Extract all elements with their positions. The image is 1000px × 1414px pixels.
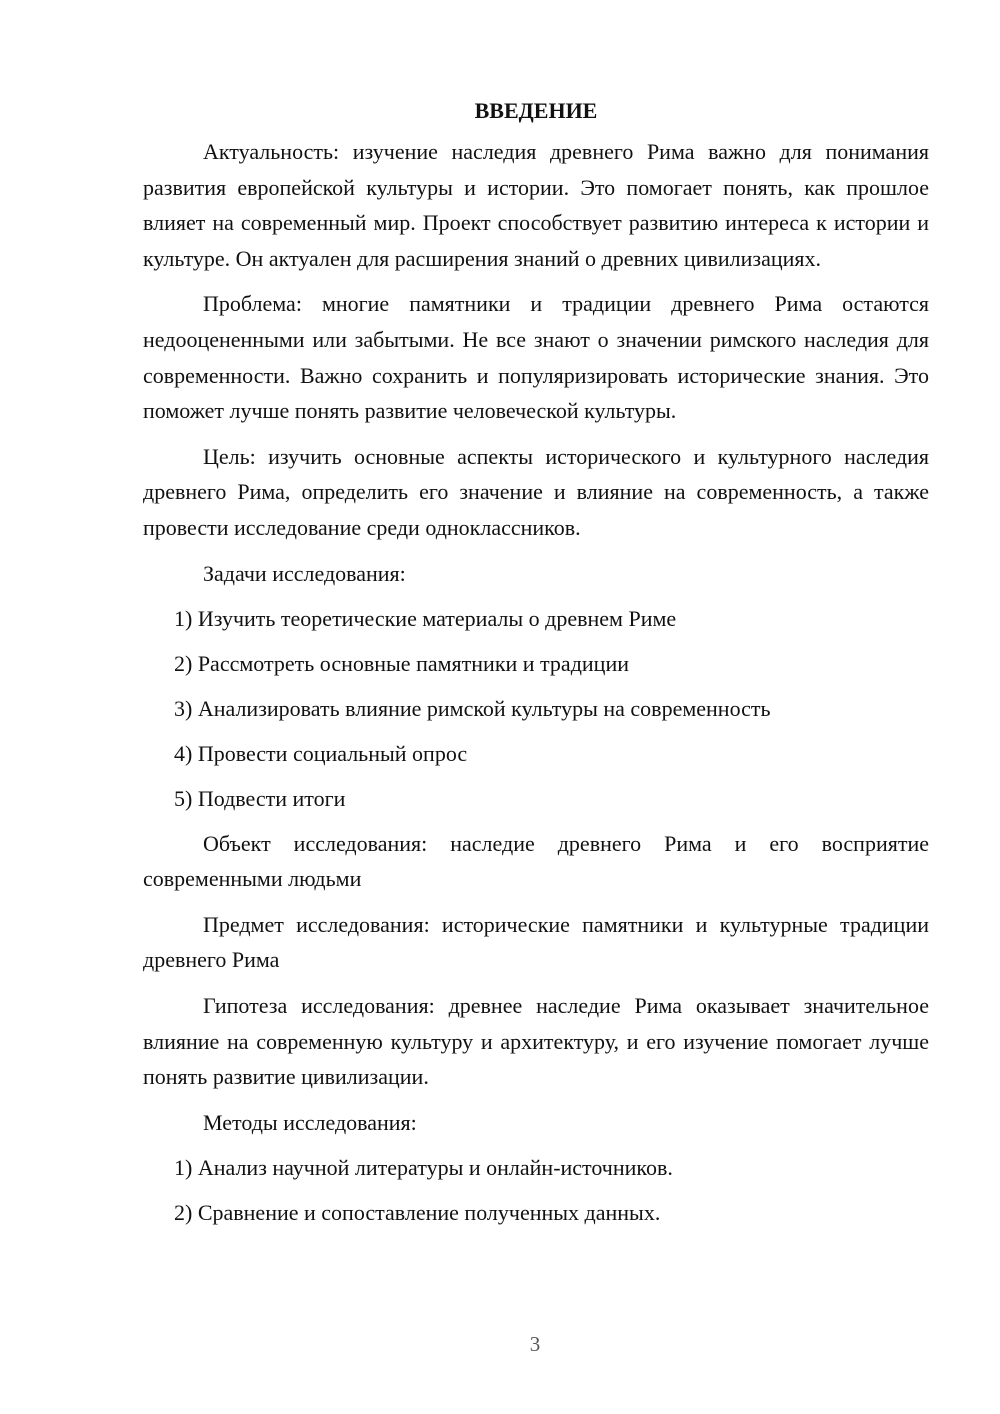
subject-paragraph: Предмет исследования: исторические памятники и культурные традиции древнего Рима xyxy=(143,911,929,973)
page-number: 3 xyxy=(529,1332,541,1356)
page-body xyxy=(143,94,929,1240)
task-item: 2) Рассмотреть основные памятники и традиции xyxy=(174,650,629,676)
task-item: 1) Изучить теоретические материалы о древнем Риме xyxy=(174,605,677,631)
goal-paragraph: Цель: изучить основные аспекты исторического и культурного наследия древнего Рима, определить его значение и влияние на современность, а также провести исследование среди одноклассников. xyxy=(143,443,929,540)
relevance-paragraph: Актуальность: изучение наследия древнего Рима важно для понимания развития европейской культуры и истории. Это помогает понять, как прошлое влияет на современный мир. Проект способствует развитию интереса к истории и культуре. Он актуален для расширения знаний о древних цивилизациях. xyxy=(143,139,929,271)
object-paragraph: Объект исследования: наследие древнего Рима и его восприятие современными людьми xyxy=(143,830,929,892)
hypothesis-paragraph: Гипотеза исследования: древнее наследие Рима оказывает значительное влияние на современную культуру и архитектуру, и его изучение помогает лучше понять развитие цивилизации. xyxy=(143,992,929,1090)
task-item: 5) Подвести итоги xyxy=(174,785,346,811)
task-item: 3) Анализировать влияние римской культуры на современность xyxy=(174,695,771,721)
methods-heading: Методы исследования: xyxy=(203,1109,417,1135)
task-item: 4) Провести социальный опрос xyxy=(174,740,468,766)
page-title: ВВЕДЕНИЕ xyxy=(474,98,598,123)
tasks-heading: Задачи исследования: xyxy=(203,560,406,586)
method-item: 2) Сравнение и сопоставление полученных данных. xyxy=(174,1199,661,1225)
problem-paragraph: Проблема: многие памятники и традиции древнего Рима остаются недооцененными или забытыми. Не все знают о значении римского наследия для современности. Важно сохранить и популяризировать исторические знания. Это поможет лучше понять развитие человеческой культуры. xyxy=(143,291,929,424)
method-item: 1) Анализ научной литературы и онлайн-источников. xyxy=(174,1154,673,1180)
